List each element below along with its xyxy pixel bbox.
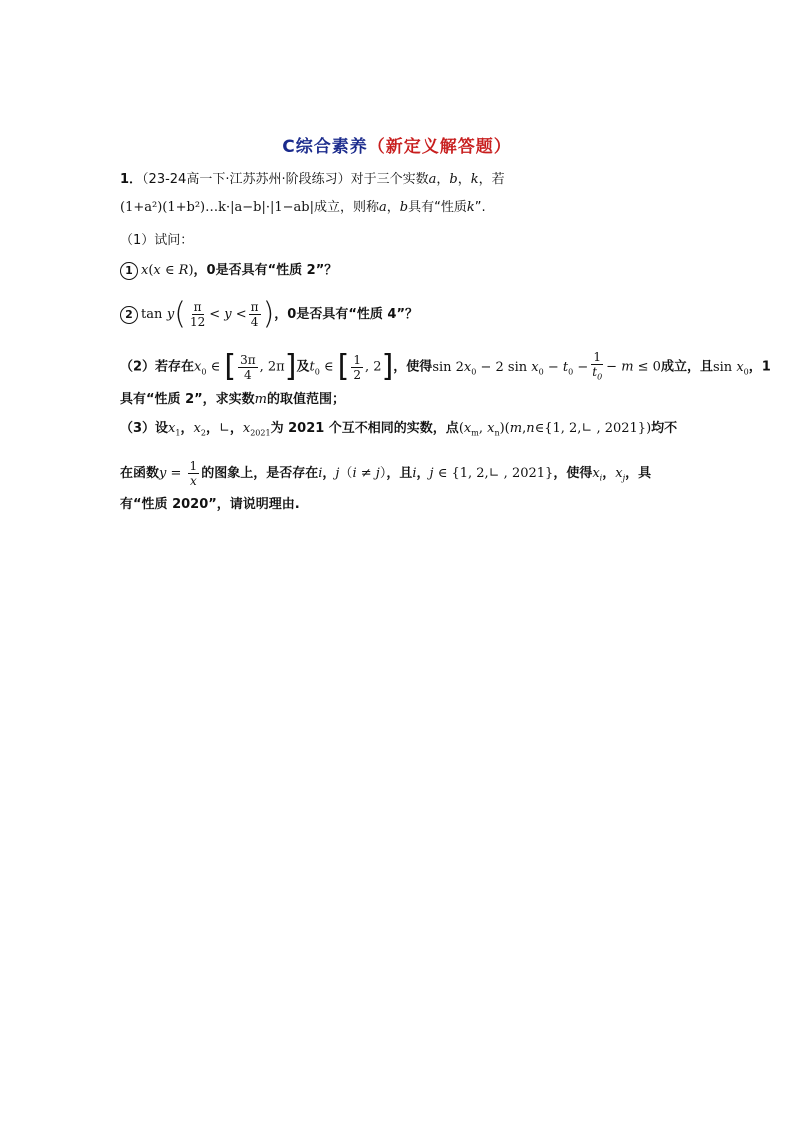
title-main: C综合素养 (282, 137, 368, 157)
part-3-b: 为 2021 个互不相同的实数，点 (270, 421, 459, 436)
part-1-item-1: 1 x(x ∈ R)，0是否具有“性质 2”？ (120, 261, 337, 281)
circled-two: 2 (120, 306, 138, 324)
part-2-e: ，1 (748, 359, 771, 375)
part-3-line-2-b: 的图象上，是否存在 (201, 466, 319, 481)
part-3-line-2: 在函数y = $\frac{1}{x}$ 的图象上，是否存在i，j（i ≠ j），且i，j ∈ {1, 2,∟ , 2021}，使得$x_i$，$x_j$，具 (120, 459, 652, 488)
circled-one: 1 (120, 262, 138, 280)
section-title (0, 132, 794, 157)
part-2-line-2-text: 具有“性质 2”，求实数 (120, 392, 255, 407)
item-1-text: ，0是否具有“性质 2”？ (193, 263, 338, 278)
question-intro: 对于三个实数 (350, 172, 429, 187)
item-2-text: ，0是否具有“性质 4”？ (274, 307, 418, 322)
part-2-b: 及 (296, 359, 310, 375)
question-intro-end: ，若 (478, 172, 505, 187)
question-source: （23-24高一下·江苏苏州·阶段练习） (142, 172, 351, 187)
end-quote: ”. (474, 200, 486, 215)
part-2-d: 成立，且 (660, 359, 713, 375)
part-2-c: ，使得 (393, 359, 433, 375)
part-1-label: （1）试问： (120, 233, 194, 248)
has-property-text: 具有“性质 (408, 200, 467, 215)
part-3-line-2-d: ，使得 (553, 466, 593, 481)
part-2-line-2-end: 的取值范围； (267, 392, 346, 407)
part-3-line-1: （3）设$x_1$，$x_2$，∟，$x_{2021}$为 2021 个互不相同的实数，点($x_m$, $x_n)(m,n\in\{1$, 2,∟ , 2021})均不 (120, 421, 678, 438)
part-2-line-1: （2）若存在$x_0$ ∈ [ $\frac{3\pi}{4}$ , 2π]及$t_0$ ∈ [ $\frac{1}{2}$ , 2]，使得$\sin 2x_0 - 2$ $\sin x_0 - t_0$ − $\frac{1}{t_0}$ − m ≤ 0成立，且$\sin x_0$，1 (120, 349, 771, 385)
definition-formula: (1+a²)(1+b²)…k·|a−b|·|1−ab| (120, 200, 314, 215)
part-3-line-2-c: ，且 (386, 466, 413, 481)
part-3-line-2-a: 在函数 (120, 466, 160, 481)
part-3-c: 均不 (651, 421, 678, 436)
part-3-a: （3）设 (120, 421, 169, 436)
part-3-line-3: 有“性质 2020”，请说明理由. (120, 497, 300, 512)
part-2-a: （2）若存在 (120, 359, 195, 375)
part-1-item-2: 2 tan y( $\frac{\pi}{12}$ < y < $\frac{\pi}{4}$ )，0是否具有“性质 4”？ (120, 300, 418, 329)
title-subtitle: （新定义解答题） (367, 137, 512, 157)
question-number: 1． (120, 172, 143, 187)
part-2-line-2: 具有“性质 2”，求实数m的取值范围； (120, 392, 346, 407)
established-text: 成立，则称 (313, 200, 379, 215)
question-1-header: 1．（23-24高一下·江苏苏州·阶段练习）对于三个实数a，b，k，若 (120, 172, 505, 187)
property-definition: (1+a²)(1+b²)…k·|a−b|·|1−ab|成立，则称a，b具有“性质k”. (120, 200, 486, 215)
part-3-line-2-e: ，具 (625, 466, 652, 481)
